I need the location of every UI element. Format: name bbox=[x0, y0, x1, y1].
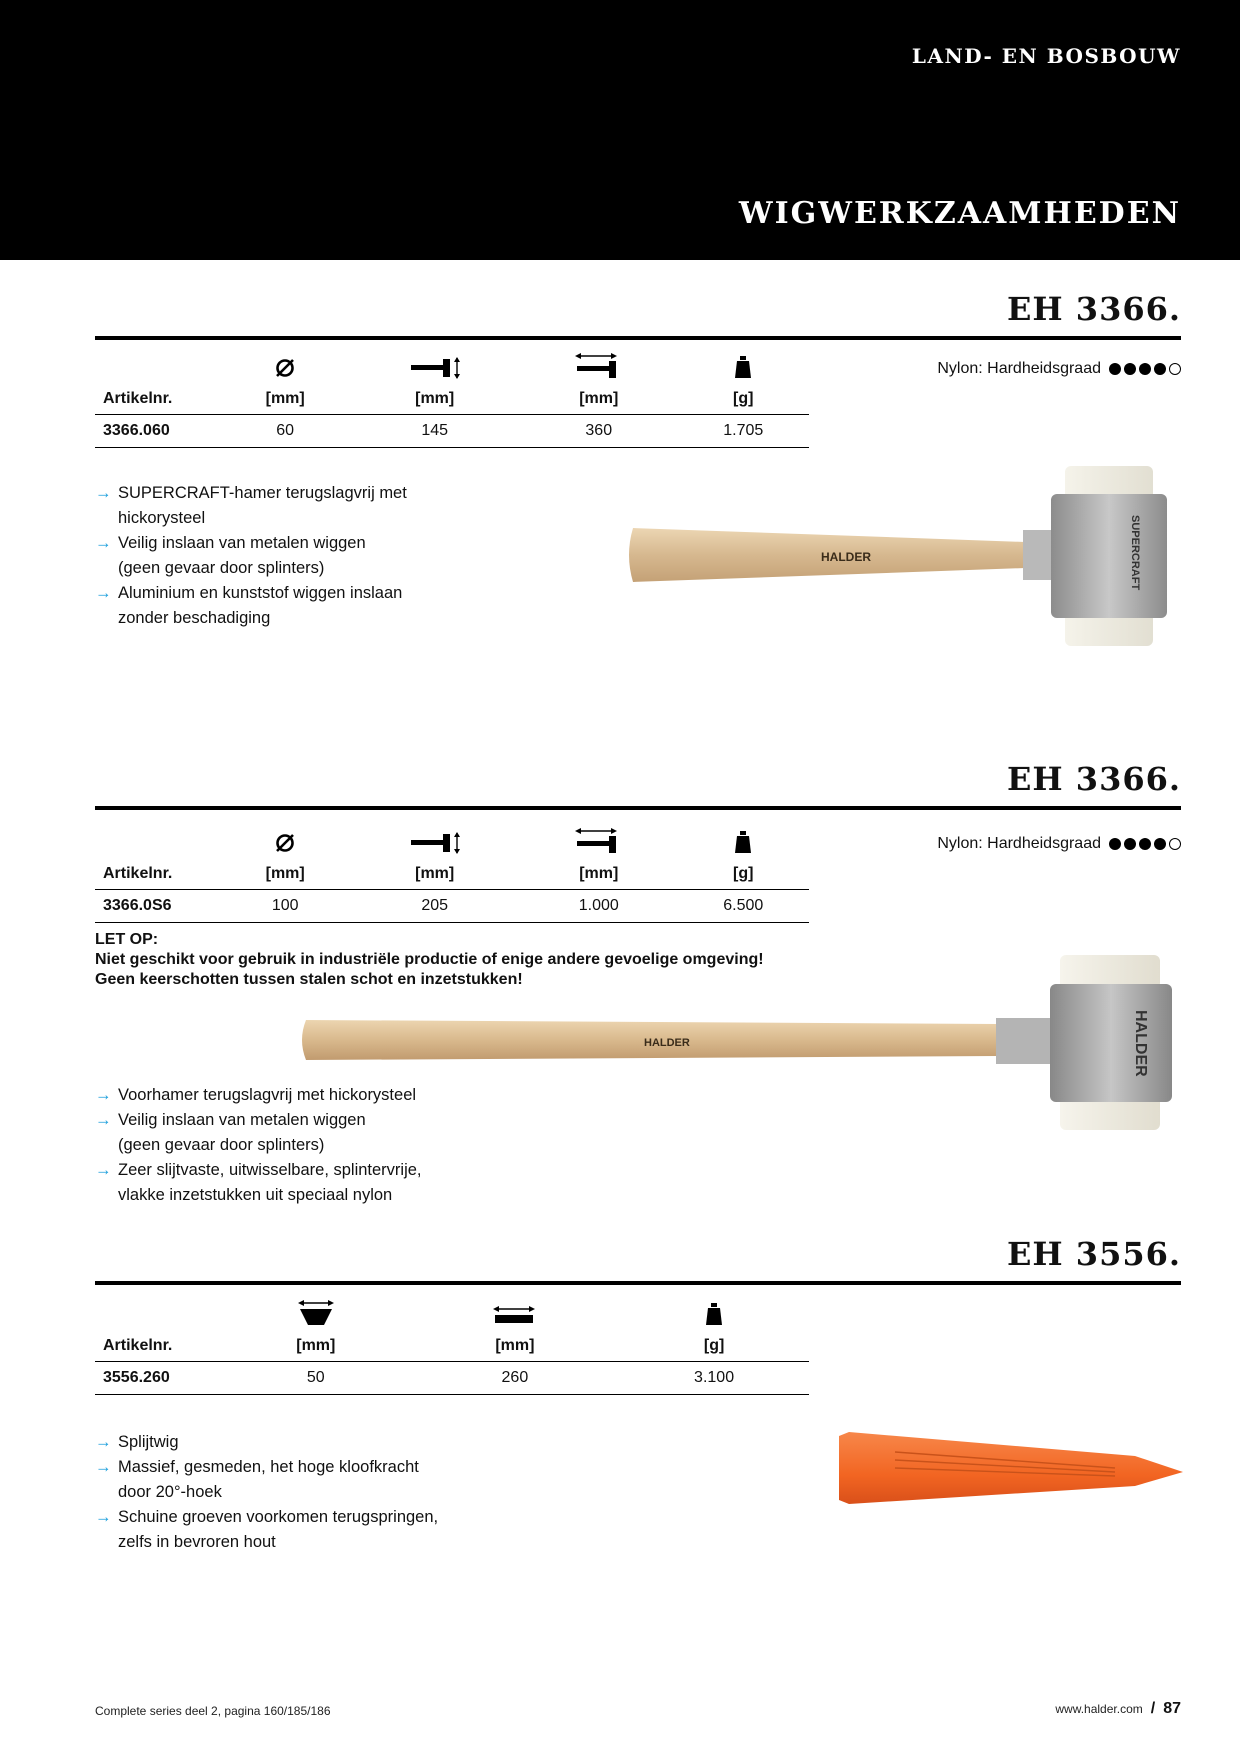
table-cell: 360 bbox=[520, 415, 678, 448]
hardness-dots bbox=[1109, 363, 1181, 375]
website-link[interactable]: www.halder.com bbox=[1055, 1702, 1143, 1716]
diameter-icon bbox=[274, 832, 296, 859]
handle-length-icon bbox=[575, 828, 623, 859]
list-item: → Schuine groeven voorkomen terugspringen, zelfs in bevroren hout bbox=[95, 1505, 438, 1555]
column-header-diameter: [mm] bbox=[221, 384, 349, 415]
empty-dot-icon bbox=[1169, 363, 1181, 375]
arrow-right-icon: → bbox=[95, 1458, 112, 1476]
notice-title: LET OP: bbox=[95, 931, 159, 948]
table-cell: 260 bbox=[411, 1362, 620, 1395]
sledgehammer-image bbox=[298, 950, 1183, 1140]
product-code: EH 3556. bbox=[1007, 1235, 1181, 1273]
filled-dot-icon bbox=[1109, 363, 1121, 375]
notice-text: Geen keerschotten tussen stalen schot en inzetstukken! bbox=[95, 971, 523, 988]
page-title: WIGWERKZAAMHEDEN bbox=[738, 196, 1181, 231]
arrow-right-icon: → bbox=[95, 1086, 112, 1104]
feature-list bbox=[95, 1083, 422, 1208]
arrow-right-icon: → bbox=[95, 1111, 112, 1129]
column-header-length: [mm] bbox=[411, 1331, 620, 1362]
list-item: → Splijtwig bbox=[95, 1430, 438, 1455]
filled-dot-icon bbox=[1154, 838, 1166, 850]
filled-dot-icon bbox=[1124, 363, 1136, 375]
page-number: 87 bbox=[1163, 1700, 1181, 1717]
column-header-weight: [g] bbox=[678, 384, 809, 415]
column-header-head-length: [mm] bbox=[349, 384, 520, 415]
arrow-right-icon: → bbox=[95, 584, 112, 602]
column-header-head-length: [mm] bbox=[349, 859, 520, 890]
head-length-icon bbox=[409, 357, 461, 384]
column-header-article: Artikelnr. bbox=[95, 859, 221, 890]
column-header-width: [mm] bbox=[221, 1331, 411, 1362]
article-number: 3556.260 bbox=[95, 1362, 221, 1395]
hardness-dots bbox=[1109, 838, 1181, 850]
section-rule bbox=[95, 336, 1181, 340]
footer bbox=[1055, 1700, 1181, 1718]
column-header-weight: [g] bbox=[619, 1331, 809, 1362]
product-code: EH 3366. bbox=[1007, 760, 1181, 798]
header-row bbox=[95, 1331, 809, 1362]
table-cell: 6.500 bbox=[678, 890, 809, 923]
arrow-right-icon: → bbox=[95, 534, 112, 552]
spec-table bbox=[95, 1297, 809, 1395]
footer-separator: / bbox=[1150, 1700, 1156, 1717]
arrow-right-icon: → bbox=[95, 1161, 112, 1179]
weight-icon bbox=[733, 830, 753, 859]
column-header-length: [mm] bbox=[520, 859, 678, 890]
list-item: → Veilig inslaan van metalen wiggen (geen gevaar door splinters) bbox=[95, 531, 407, 581]
hardness-label: Nylon: Hardheidsgraad bbox=[937, 360, 1101, 377]
empty-dot-icon bbox=[1169, 838, 1181, 850]
table-cell: 145 bbox=[349, 415, 520, 448]
brand-label: SUPERCRAFT bbox=[1129, 515, 1141, 591]
hammer-image bbox=[625, 460, 1185, 655]
spec-table bbox=[95, 825, 809, 923]
list-item: → Aluminium en kunststof wiggen inslaan zonder beschadiging bbox=[95, 581, 407, 631]
feature-list bbox=[95, 481, 407, 631]
filled-dot-icon bbox=[1109, 838, 1121, 850]
brand-label: HALDER bbox=[1132, 1010, 1149, 1077]
notice-text: Niet geschikt voor gebruik in industriële productie of enige andere gevoelige omgeving! bbox=[95, 951, 764, 968]
table-row bbox=[95, 890, 809, 923]
icon-row bbox=[95, 825, 809, 859]
column-header-article: Artikelnr. bbox=[95, 1331, 221, 1362]
brand-label: HALDER bbox=[821, 550, 871, 564]
arrow-right-icon: → bbox=[95, 1508, 112, 1526]
hardness-label: Nylon: Hardheidsgraad bbox=[937, 835, 1101, 852]
table-cell: 3.100 bbox=[619, 1362, 809, 1395]
icon-row bbox=[95, 350, 809, 384]
header-row bbox=[95, 859, 809, 890]
spec-table bbox=[95, 350, 809, 448]
list-item: → Veilig inslaan van metalen wiggen (geen gevaar door splinters) bbox=[95, 1108, 422, 1158]
article-number: 3366.0S6 bbox=[95, 890, 221, 923]
table-cell: 100 bbox=[221, 890, 349, 923]
arrow-right-icon: → bbox=[95, 484, 112, 502]
weight-icon bbox=[704, 1302, 724, 1331]
head-length-icon bbox=[409, 832, 461, 859]
diameter-icon bbox=[274, 357, 296, 384]
category-title: LAND- EN BOSBOUW bbox=[911, 44, 1181, 68]
table-cell: 1.705 bbox=[678, 415, 809, 448]
hardness-rating bbox=[937, 360, 1181, 378]
list-item: → SUPERCRAFT-hamer terugslagvrij met hickorysteel bbox=[95, 481, 407, 531]
filled-dot-icon bbox=[1124, 838, 1136, 850]
column-header-diameter: [mm] bbox=[221, 859, 349, 890]
table-row bbox=[95, 1362, 809, 1395]
icon-row bbox=[95, 1297, 809, 1331]
product-code: EH 3366. bbox=[1007, 290, 1181, 328]
column-header-length: [mm] bbox=[520, 384, 678, 415]
feature-list bbox=[95, 1430, 438, 1555]
filled-dot-icon bbox=[1139, 363, 1151, 375]
list-item: → Zeer slijtvaste, uitwisselbare, splintervrije, vlakke inzetstukken uit speciaal nylon bbox=[95, 1158, 422, 1208]
brand-label: HALDER bbox=[644, 1037, 690, 1049]
table-cell: 1.000 bbox=[520, 890, 678, 923]
section-rule bbox=[95, 806, 1181, 810]
table-cell: 60 bbox=[221, 415, 349, 448]
table-cell: 50 bbox=[221, 1362, 411, 1395]
column-header-weight: [g] bbox=[678, 859, 809, 890]
list-item: → Massief, gesmeden, het hoge kloofkracht door 20°-hoek bbox=[95, 1455, 438, 1505]
column-header-article: Artikelnr. bbox=[95, 384, 221, 415]
table-cell: 205 bbox=[349, 890, 520, 923]
table-row bbox=[95, 415, 809, 448]
weight-icon bbox=[733, 355, 753, 384]
filled-dot-icon bbox=[1139, 838, 1151, 850]
filled-dot-icon bbox=[1154, 363, 1166, 375]
wedge-length-icon bbox=[493, 1304, 537, 1331]
header-row bbox=[95, 384, 809, 415]
page-header bbox=[0, 0, 1240, 260]
splitting-wedge-image bbox=[835, 1430, 1185, 1515]
article-number: 3366.060 bbox=[95, 415, 221, 448]
arrow-right-icon: → bbox=[95, 1433, 112, 1451]
list-item: → Voorhamer terugslagvrij met hickorysteel bbox=[95, 1083, 422, 1108]
hardness-rating bbox=[937, 835, 1181, 853]
section-rule bbox=[95, 1281, 1181, 1285]
handle-length-icon bbox=[575, 353, 623, 384]
wedge-width-icon bbox=[296, 1300, 336, 1331]
footer-reference: Complete series deel 2, pagina 160/185/186 bbox=[95, 1704, 331, 1718]
